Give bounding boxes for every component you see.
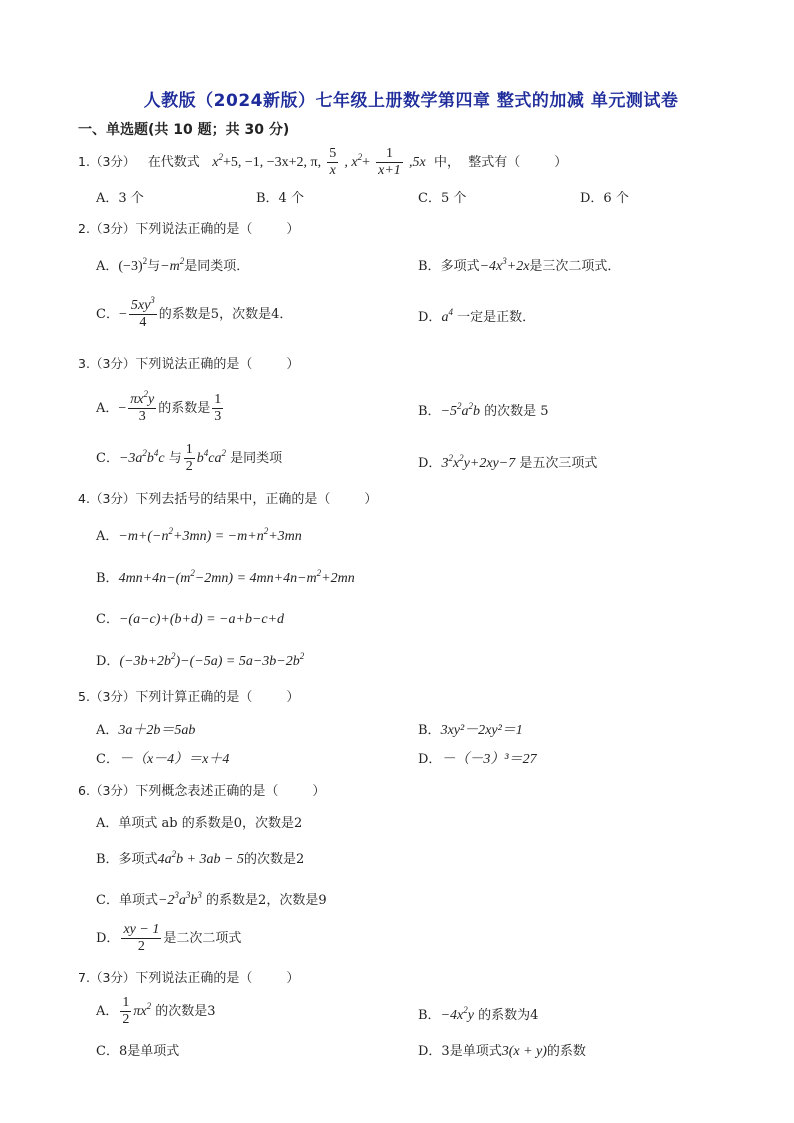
q7-option-a[interactable]: A． $\frac{1}{2}$ $\pi x^2$ 的次数是3 [96,995,216,1027]
page-title: 人教版（2024新版）七年级上册数学第四章 整式的加减 单元测试卷 [143,91,679,111]
q2-option-d[interactable]: D．$a^4$ 一定是正数． [418,307,536,325]
fraction-1-over-2: $\frac{1}{2}$ [185,442,193,474]
q2-option-c[interactable]: C．− $\frac{5xy^3}{4}$ 的系数是5，次数是4． [96,295,293,330]
q6-option-d[interactable]: D． $\frac{xy - 1}{2}$ 是二次二项式 [96,922,242,954]
q1-option-d[interactable]: D．6 个 [580,191,629,206]
q6-option-a[interactable]: A．单项式 ab 的系数是0，次数是2 [96,816,303,831]
question-1: 1.（3分） 在代数式 $x^2+5$, −1, −3x+2, π, $\frac{5}{x}$ , $x^2+$ $\frac{1}{x+1}$ ,5x 中， 整式有（ ） [78,146,568,178]
q3-option-c[interactable]: C．$-3a^2b^4c$ 与 $\frac{1}{2}$ $b^4ca^2$ 是同类项 [96,442,283,474]
q6-option-b[interactable]: B．多项式$4a^2b + 3ab - 5$的次数是2 [96,849,305,867]
question-4: 4.（3分）下列去括号的结果中，正确的是（ ） [78,491,378,507]
fraction-1-over-x-plus-1: $\frac{1}{x+1}$ [378,146,401,178]
question-6: 6.（3分）下列概念表述正确的是（ ） [78,783,326,799]
q2-option-a[interactable]: A．$(-3)^2$与$-m^2$是同类项． [96,256,250,274]
fraction-xy-minus-1-over-2: $\frac{xy - 1}{2}$ [123,922,160,954]
fraction-1-over-3: $\frac{1}{3}$ [214,392,222,424]
q3-option-d[interactable]: D．$3^2x^2y+2xy-7$ 是五次三项式 [418,453,598,471]
section-heading: 一、单选题(共 10 题；共 30 分) [78,122,290,138]
q7-option-d[interactable]: D．3是单项式3(x + y)的系数 [418,1044,586,1059]
q5-option-b[interactable]: B．3xy²－2xy²＝1 [418,723,523,738]
question-3: 3.（3分）下列说法正确的是（ ） [78,356,300,372]
question-2: 2.（3分）下列说法正确的是（ ） [78,221,300,237]
q2-option-b[interactable]: B．多项式$-4x^3+2x$是三次二项式． [418,256,621,274]
fraction-5-over-x: $\frac{5}{x}$ [329,146,337,178]
question-5: 5.（3分）下列计算正确的是（ ） [78,689,300,705]
q7-option-c[interactable]: C．8是单项式 [96,1044,180,1059]
q4-option-b[interactable]: B．$4mn+4n-(m^2-2mn) = 4mn+4n-m^2+2mn$ [96,568,355,586]
q4-option-d[interactable]: D．$(-3b+2b^2)-(-5a) = 5a-3b-2b^2$ [96,651,305,669]
fraction-1-over-2: $\frac{1}{2}$ [122,995,130,1027]
q5-option-a[interactable]: A．3a＋2b＝5ab [96,723,196,738]
q4-option-a[interactable]: A．$-m+(-n^2+3mn) = -m+n^2+3mn$ [96,526,302,544]
q5-option-c[interactable]: C．－（x－4）＝x＋4 [96,752,230,767]
fraction-pi-x2-y-over-3: $\frac{\pi x^2y}{3}$ [130,389,155,424]
q5-option-d[interactable]: D．－（－3）³＝27 [418,752,537,767]
question-7: 7.（3分）下列说法正确的是（ ） [78,970,300,986]
q1-option-b[interactable]: B．4 个 [256,191,304,206]
q4-option-c[interactable]: C．−(a−c)+(b+d) = −a+b−c+d [96,612,285,627]
fraction-5xy3-over-4: $\frac{5xy^3}{4}$ [130,295,155,330]
q1-option-a[interactable]: A．3 个 [96,191,144,206]
q7-option-b[interactable]: B．$-4x^2y$ 的系数为4 [418,1005,539,1023]
q1-option-c[interactable]: C．5 个 [418,191,467,206]
q3-option-a[interactable]: A．− $\frac{\pi x^2y}{3}$ 的系数是 $\frac{1}{3}$ [96,389,222,424]
q3-option-b[interactable]: B．$-5^2a^2b$ 的次数是 5 [418,401,549,419]
q6-option-c[interactable]: C．单项式$-2^3a^3b^3$ 的系数是2，次数是9 [96,890,327,908]
